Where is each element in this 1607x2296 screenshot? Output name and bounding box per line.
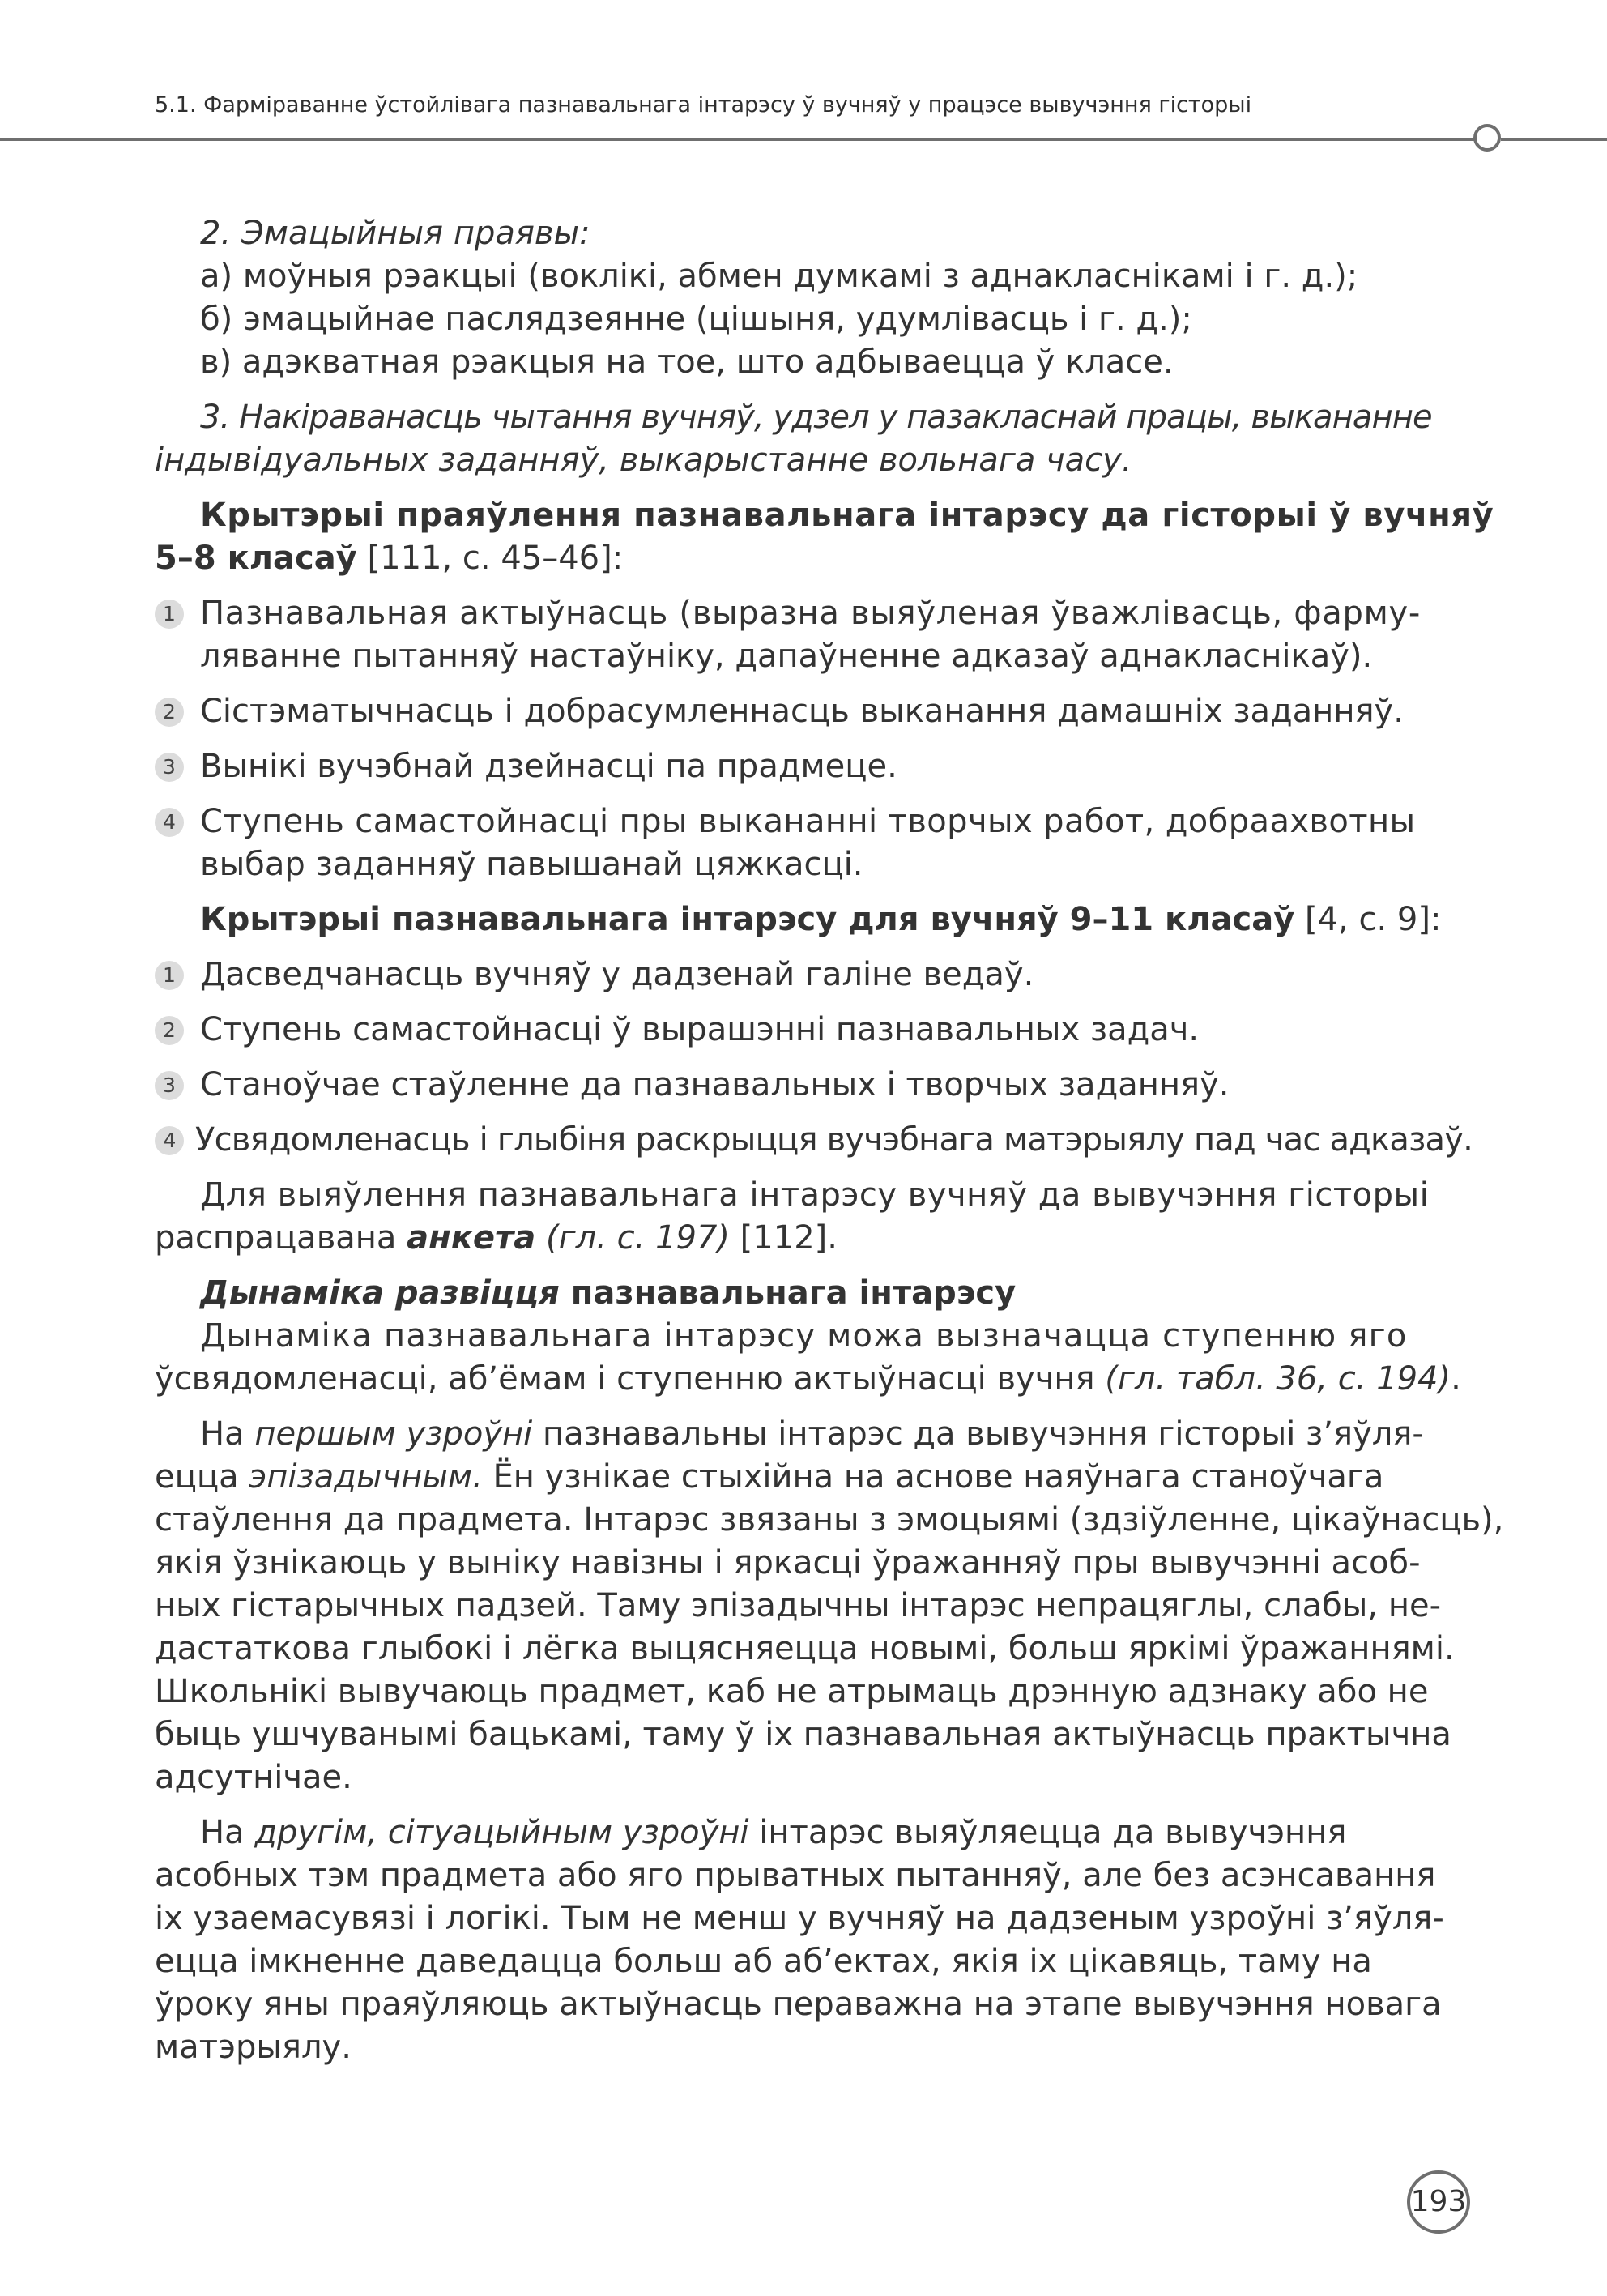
dynamics-heading-italic: Дынаміка развіцця bbox=[200, 1274, 560, 1312]
criteria-5-8-heading bbox=[155, 494, 1494, 580]
header-rule bbox=[0, 138, 1476, 141]
item-number-badge: 1 bbox=[155, 961, 184, 990]
criteria-5-8-heading-grades: 5–8 класаў bbox=[155, 540, 357, 577]
dynamics-p1-line-1: Дынаміка пазнавальнага інтарэсу можа вызначацца ступенню яго bbox=[200, 1317, 1408, 1355]
p2-line: Школьнікі вывучаюць прадмет, каб не атрымаць дрэнную адзнаку або не bbox=[155, 1673, 1429, 1710]
emotional-item-a: а) моўныя рэакцыі (воклікі, абмен думкамі з аднакласнікамі і г. д.); bbox=[200, 258, 1358, 295]
second-level-term: другім, сітуацыйным узроўні bbox=[254, 1814, 749, 1851]
item-number-badge: 4 bbox=[155, 1126, 184, 1155]
header-rule-tail bbox=[1501, 138, 1607, 141]
item-number-badge: 4 bbox=[155, 808, 184, 837]
dynamics-paragraph-1 bbox=[155, 1315, 1461, 1401]
list-item-line-1: Ступень самастойнасці пры выкананні творчых работ, добраахвотны bbox=[200, 803, 1416, 840]
emotional-title: 2. Эмацыйныя праявы: bbox=[200, 215, 590, 252]
item-number-badge: 1 bbox=[155, 600, 184, 629]
dynamics-p1-end: . bbox=[1451, 1360, 1461, 1398]
list-item-text: Усвядомленасць і глыбіня раскрыцця вучэбнага матэрыялу пад час адказаў. bbox=[195, 1121, 1473, 1159]
p3-line: ўроку яны праяўляюць актыўнасць пераважна на этапе вывучэння новага bbox=[155, 1986, 1442, 2023]
list-item bbox=[155, 592, 1453, 678]
dynamics-p1-text: ўсвядомленасці, аб’ёмам і ступенню актыўнасці вучня bbox=[155, 1360, 1106, 1398]
p2-line: якія ўзнікаюць у выніку навізны і яркасці ўражанняў пры вывучэнні асоб- bbox=[155, 1544, 1421, 1581]
questionnaire-citation: [112]. bbox=[729, 1219, 838, 1257]
p3-line: іх узаемасувязі і логікі. Тым не менш у вучняў на дадзеным узроўні з’яўля- bbox=[155, 1900, 1444, 1937]
p2-text: пазнавальны інтарэс да вывучэння гісторыі з’яўля- bbox=[532, 1415, 1424, 1453]
page-number: 193 bbox=[1407, 2170, 1470, 2234]
list-item bbox=[155, 745, 1453, 788]
emotional-item-b: б) эмацыйнае паслядзеянне (цішыня, удумлівасць і г. д.); bbox=[200, 301, 1192, 338]
list-item-line-2: ляванне пытанняў настаўніку, дапаўненне адказаў аднакласнікаў). bbox=[200, 638, 1373, 675]
list-item-text: Вынікі вучэбнай дзейнасці па прадмеце. bbox=[200, 748, 897, 785]
activity-paragraph bbox=[155, 396, 1453, 482]
dynamics-heading-rest: пазнавальнага інтарэсу bbox=[559, 1274, 1017, 1312]
list-item bbox=[155, 954, 1453, 996]
first-level-term: першым узроўні bbox=[254, 1415, 533, 1453]
list-item-line-2: выбар заданняў павышанай цяжкасці. bbox=[200, 846, 863, 883]
p3-line: ецца імкненне даведацца больш аб аб’ектах, якія іх цікавяць, таму на bbox=[155, 1943, 1372, 1980]
list-item-text: Сістэматычнасць і добрасумленнасць выканання дамашніх заданняў. bbox=[200, 693, 1404, 730]
questionnaire-paragraph bbox=[155, 1174, 1453, 1260]
dynamics-p1-table-ref: (гл. табл. 36, с. 194) bbox=[1105, 1360, 1451, 1398]
item-number-badge: 3 bbox=[155, 1071, 184, 1100]
list-item bbox=[155, 1009, 1453, 1052]
list-item bbox=[155, 1119, 1473, 1162]
p2-last-line: адсутнічае. bbox=[155, 1759, 352, 1796]
p2-text: ецца bbox=[155, 1458, 249, 1496]
list-item-text: Дасведчанасць вучняў у дадзенай галіне ведаў. bbox=[200, 956, 1034, 993]
p3-text: На bbox=[200, 1814, 255, 1851]
p3-text: інтарэс выяўляецца да вывучэння bbox=[748, 1814, 1347, 1851]
questionnaire-line-1: Для выяўлення пазнавальнага інтарэсу вучняў да вывучэння гісторыі bbox=[200, 1176, 1430, 1214]
criteria-5-8-heading-ref: [111, с. 45–46]: bbox=[356, 540, 624, 577]
item-number-badge: 2 bbox=[155, 698, 184, 727]
list-item bbox=[155, 690, 1453, 733]
running-header: 5.1. Фарміраванне ўстойлівага пазнавальнага інтарэсу ў вучняў у працэсе вывучэння гісторыі bbox=[155, 92, 1252, 117]
questionnaire-text: распрацавана bbox=[155, 1219, 407, 1257]
p2-line: ных гістарычных падзей. Таму эпізадычны інтарэс непрацяглы, слабы, не- bbox=[155, 1587, 1442, 1624]
questionnaire-page-ref: (гл. с. 197) bbox=[535, 1219, 730, 1257]
questionnaire-term: анкета bbox=[407, 1219, 536, 1257]
p2-line: стаўлення да прадмета. Інтарэс звязаны з эмоцыямі (здзіўленне, цікаўнасць), bbox=[155, 1501, 1504, 1538]
activity-line-1: 3. Накіраванасць чытання вучняў, удзел у пазакласнай працы, выкананне bbox=[200, 399, 1432, 436]
criteria-9-11-heading-text: Крытэрыі пазнавальнага інтарэсу для вучняў 9–11 класаў bbox=[200, 901, 1295, 938]
p2-text: На bbox=[200, 1415, 255, 1453]
p2-line: дастаткова глыбокі і лёгка выцясняецца новымі, больш яркімі ўражаннямі. bbox=[155, 1630, 1455, 1667]
item-number-badge: 2 bbox=[155, 1016, 184, 1045]
p3-last-line: матэрыялу. bbox=[155, 2029, 352, 2066]
p3-line: асобных тэм прадмета або яго прыватных пытанняў, але без асэнсавання bbox=[155, 1857, 1436, 1894]
criteria-9-11-heading-ref: [4, с. 9]: bbox=[1294, 901, 1442, 938]
emotional-item-c: в) адэкватная рэакцыя на тое, што адбываецца ў класе. bbox=[200, 344, 1174, 381]
list-item bbox=[155, 800, 1453, 886]
criteria-5-8-heading-line-1: Крытэрыі праяўлення пазнавальнага інтарэсу да гісторыі ў вучняў bbox=[200, 497, 1494, 534]
p2-text: Ён узнікае стыхійна на аснове наяўнага станоўчага bbox=[482, 1458, 1384, 1496]
activity-line-2: індывідуальных заданняў, выкарыстанне вольнага часу. bbox=[155, 442, 1132, 479]
dynamics-paragraph-3 bbox=[155, 1812, 1453, 2069]
p2-line: быць ушчуванымі бацькамі, таму ў іх пазнавальная актыўнасць практычна bbox=[155, 1716, 1451, 1753]
header-circle-ornament bbox=[1473, 124, 1501, 152]
dynamics-heading bbox=[155, 1272, 1453, 1315]
item-number-badge: 3 bbox=[155, 753, 184, 782]
list-item-line-1: Пазнавальная актыўнасць (выразна выяўленая ўважлівасць, фарму- bbox=[200, 595, 1421, 632]
dynamics-paragraph-2 bbox=[155, 1413, 1504, 1799]
list-item-text: Станоўчае стаўленне да пазнавальных і творчых заданняў. bbox=[200, 1066, 1230, 1103]
list-item bbox=[155, 1064, 1453, 1107]
page-body bbox=[155, 212, 1504, 2069]
episodic-term: эпізадычным. bbox=[249, 1458, 483, 1496]
criteria-9-11-heading bbox=[155, 898, 1453, 941]
list-item-text: Ступень самастойнасці ў вырашэнні пазнавальных задач. bbox=[200, 1011, 1200, 1048]
